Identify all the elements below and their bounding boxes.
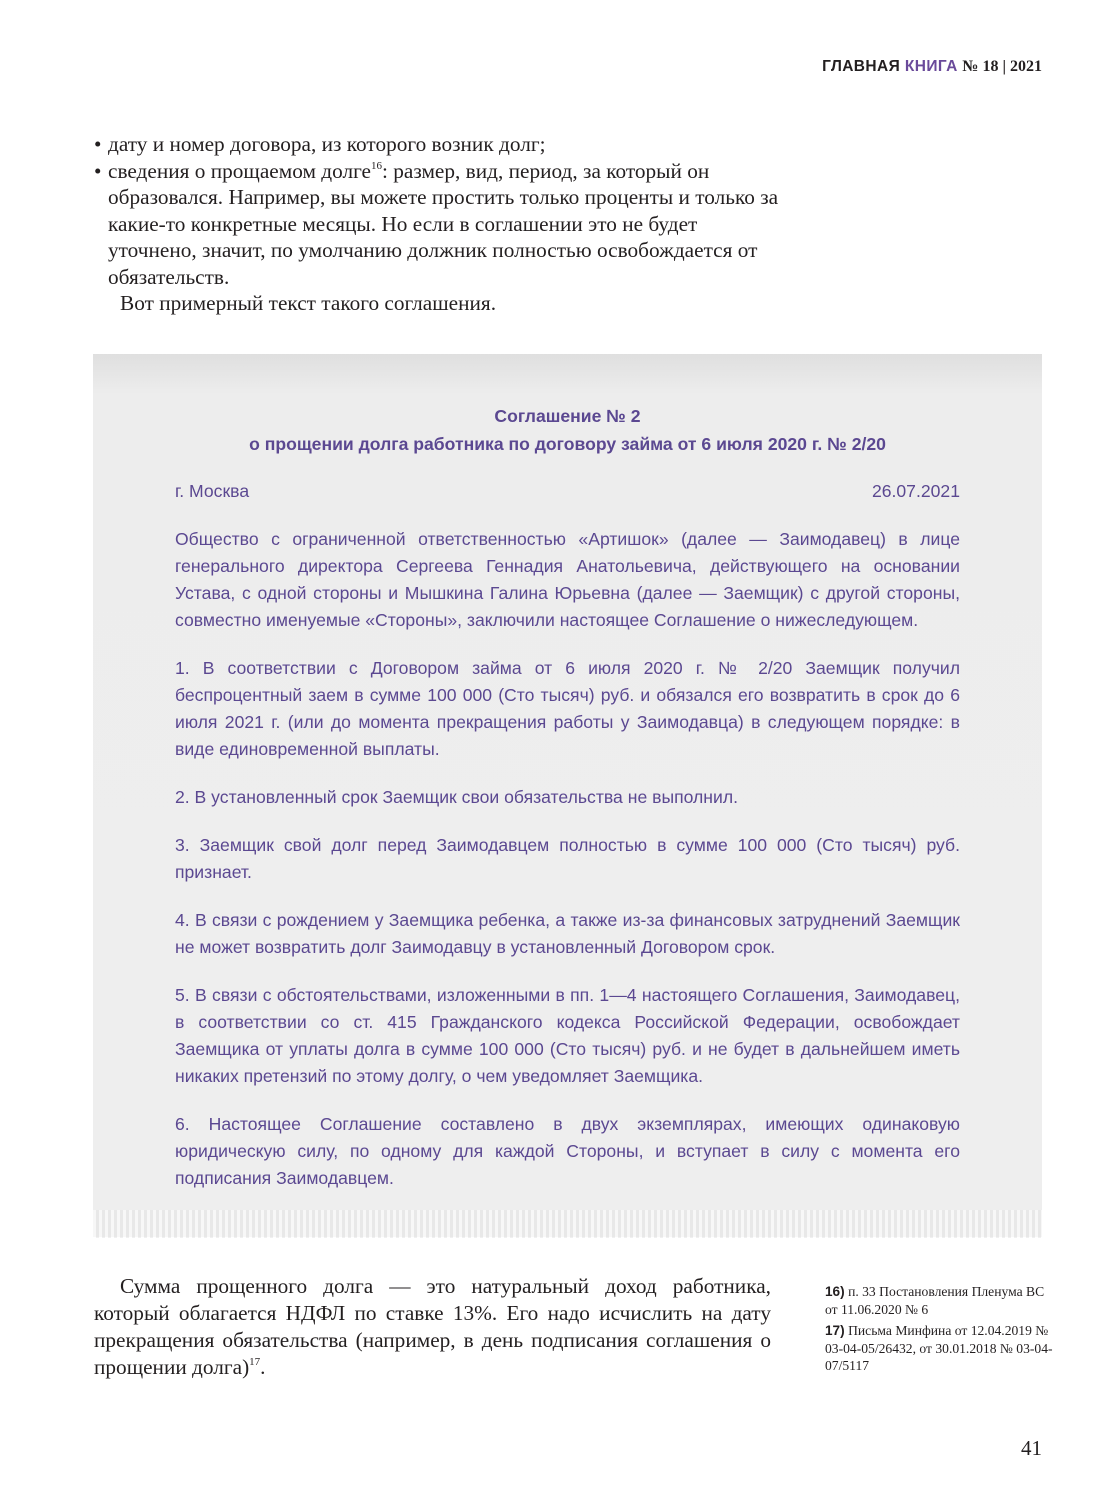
agreement-title <box>105 402 1030 458</box>
footnote-ref-17[interactable]: 17 <box>249 1356 261 1368</box>
list-item: • дату и номер договора, из которого возник долг; <box>94 131 784 158</box>
lead-paragraph: Вот примерный текст такого соглашения. <box>120 291 497 315</box>
agreement-title-line1: Соглашение № 2 <box>494 406 641 426</box>
agreement-city: г. Москва <box>175 481 250 501</box>
agreement-date: 26.07.2021 <box>871 481 960 501</box>
page-number: 41 <box>1021 1436 1042 1460</box>
agreement-clause: 5. В связи с обстоятельствами, изложенными в пп. 1—4 настоящего Соглашения, Заимодавец, в соответствии со ст. 415 Гражданского кодекса Российской Федерации, освобождает Заемщика от уплаты долга в сумме 100 000 (Сто тысяч) руб. и не будет в дальнейшем иметь никаких претензий по этому долгу, о чем уведомляет Заемщика. <box>175 985 960 1086</box>
header-title-accent: КНИГА <box>904 58 958 75</box>
intro-section <box>94 131 784 317</box>
bullet2-text-rest: : размер, вид, период, за который он образовался. Например, вы можете простить только проценты и только за какие-то конкретные месяцы. Но если в соглашении это не будет уточнено, значит, по умолчанию должник полностью освобождается от обязательств. <box>108 158 779 289</box>
header-title: ГЛАВНАЯ <box>822 58 901 75</box>
running-header <box>822 58 1042 76</box>
footnote-number: 16) <box>825 1284 845 1299</box>
agreement-clause: 1. В соответствии с Договором займа от 6 июля 2020 г. № 2/20 Заемщик получил беспроцентный заем в сумме 100 000 (Сто тысяч) руб. и обязался его возвратить в срок до 6 июля 2021 г. (или до момента прекращения работы у Заимодавца) в следующем порядке: в виде единовременной выплаты. <box>175 658 960 759</box>
footnote-text: п. 33 Постановления Пленума ВС от 11.06.2020 № 6 <box>825 1284 1045 1317</box>
header-issue: № 18 | 2021 <box>962 58 1042 75</box>
footnotes-column <box>825 1283 1055 1379</box>
agreement-clause: 2. В установленный срок Заемщик свои обязательства не выполнил. <box>175 787 738 807</box>
footnote-16 <box>825 1283 1055 1318</box>
body-paragraph <box>94 1273 771 1381</box>
place-date-row <box>175 478 960 505</box>
footnote-ref-16[interactable]: 16 <box>371 159 382 172</box>
footnote-text: Письма Минфина от 12.04.2019 № 03-04-05/26432, от 30.01.2018 № 03-04-07/5117 <box>825 1323 1053 1373</box>
body-section <box>94 1273 771 1381</box>
agreement-document <box>175 400 960 1192</box>
bullet-list <box>94 131 784 290</box>
agreement-clause: 3. Заемщик свой долг перед Заимодавцем полностью в сумме 100 000 (Сто тысяч) руб. признает. <box>175 835 960 882</box>
agreement-clause: 4. В связи с рождением у Заемщика ребенка, а также из-за финансовых затруднений Заемщик не может возвратить долг Заимодавцу в установленный Договором срок. <box>175 910 960 957</box>
bullet2-text: сведения о прощаемом долге <box>108 158 371 183</box>
body-text: Сумма прощенного долга — это натуральный доход работника, который облагается НДФЛ по ставке 13%. Его надо исчислить на дату прекращения обязательства (например, в день подписания соглашения о прощении долга) <box>94 1274 771 1379</box>
footnote-number: 17) <box>825 1323 845 1338</box>
body-text-end: . <box>260 1355 266 1379</box>
panel-torn-edge <box>93 1210 1042 1238</box>
agreement-preamble: Общество с ограниченной ответственностью «Артишок» (далее — Заимодавец) в лице генерального директора Сергеева Геннадия Анатольевича, действующего на основании Устава, с одной стороны и Мышкина Галина Юрьевна (далее — Заемщик) с другой стороны, совместно именуемые «Стороны», заключили настоящее Соглашение о нижеследующем. <box>175 529 960 630</box>
agreement-clause: 6. Настоящее Соглашение составлено в двух экземплярах, имеющих одинаковую юридическую силу, по одному для каждой Стороны, и вступает в силу с момента его подписания Заимодавцем. <box>175 1114 960 1188</box>
list-item <box>94 158 784 291</box>
footnote-17 <box>825 1322 1055 1375</box>
agreement-title-line2: о прощении долга работника по договору займа от 6 июля 2020 г. № 2/20 <box>249 434 886 454</box>
